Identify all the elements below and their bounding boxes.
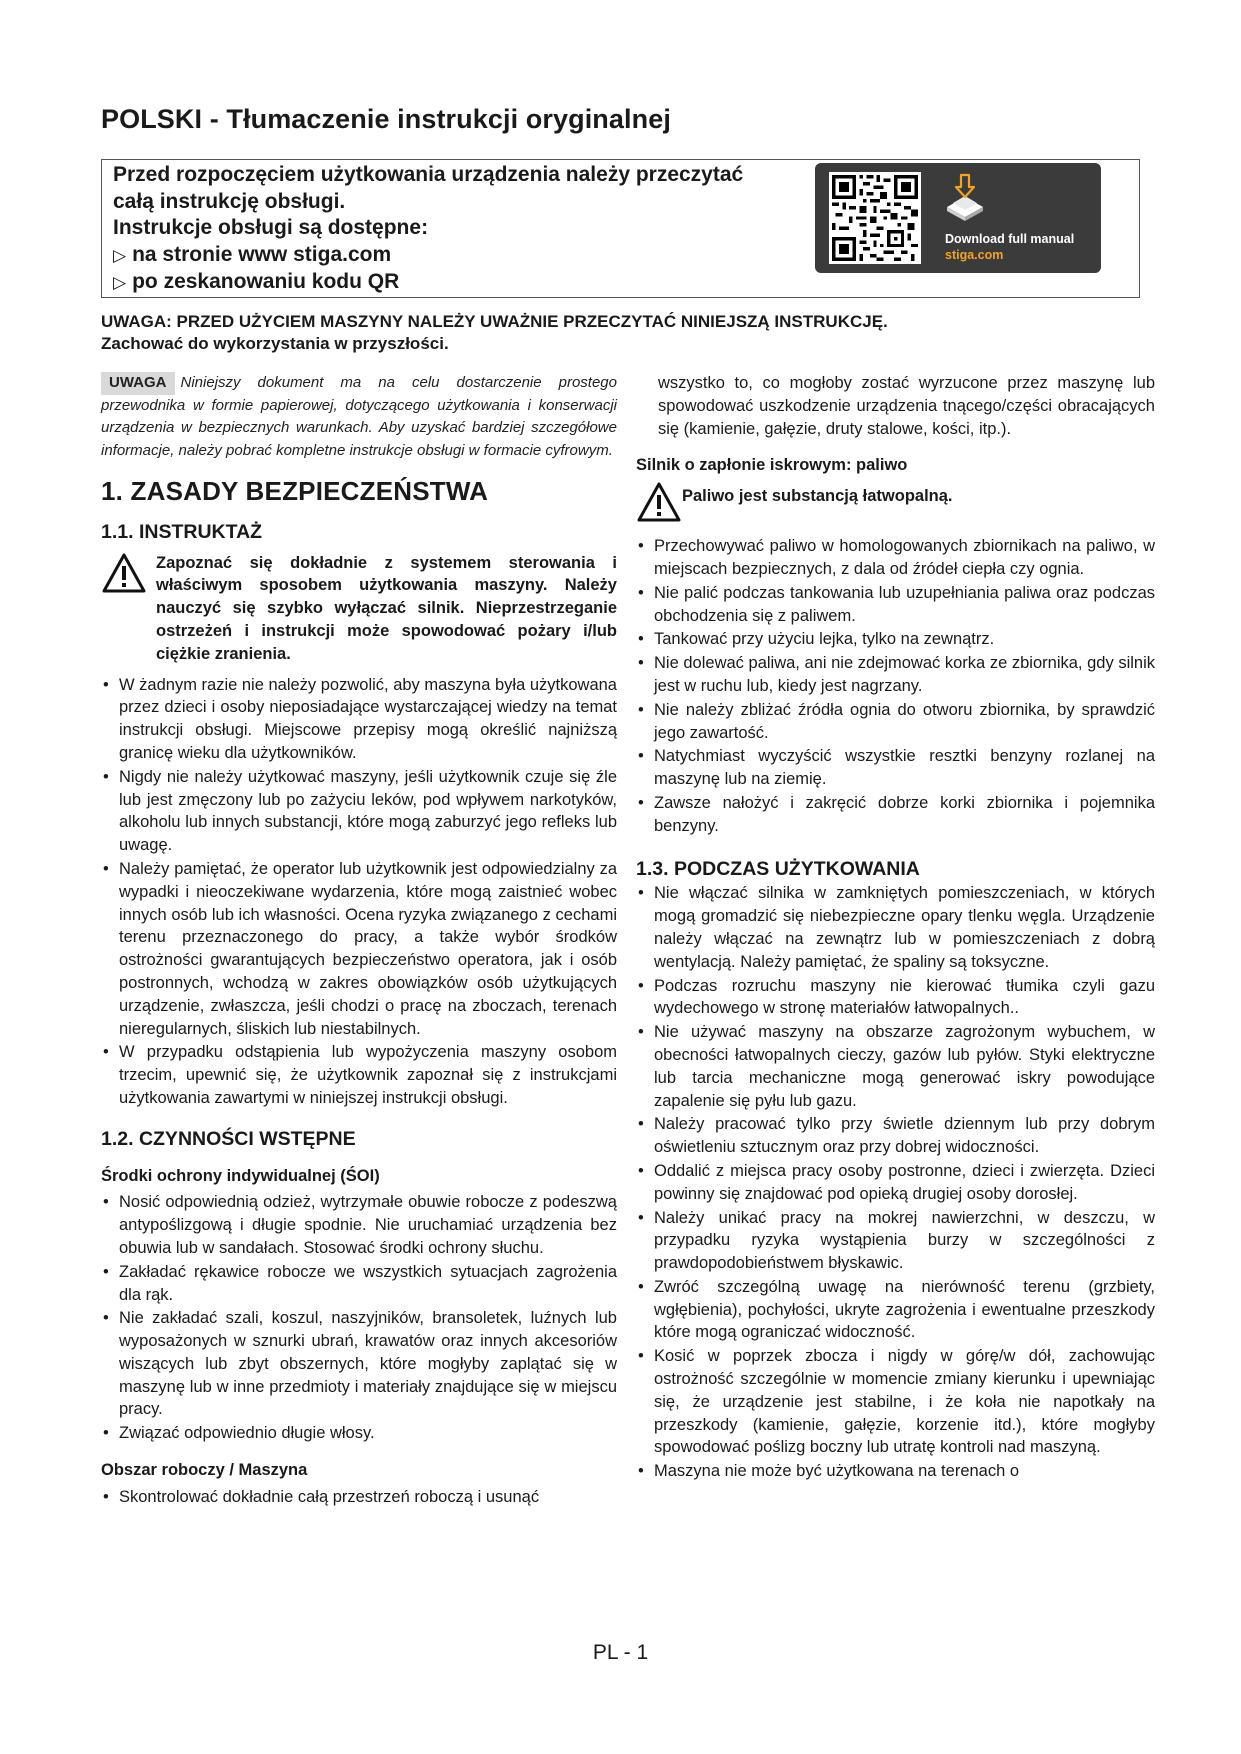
- list-item: • Należy pamiętać, że operator lub użytkownik jest odpowiedzialny za wypadki i nieoczekiwane wydarzenia, które mogą zaistnieć wobec innych osób lub ich własności. Ocena ryzyka związanego z cechami terenu przeznaczonego do pracy, a także wybór środków ostrożności gwarantujących bezpieczeństwo operatora, jak i osób postronnych, wchodzą w zakres obowiązków osób użytkujących urządzenie, zwłaszcza, jeśli chodzi o pracę na zboczach, terenach nieregularnych, śliskich lub niestabilnych.: [101, 858, 617, 1040]
- right-column: [636, 372, 1155, 1484]
- page-title: POLSKI - Tłumaczenie instrukcji oryginalnej: [101, 104, 671, 134]
- list-item: • Zwróć szczególną uwagę na nierówność terenu (grzbiety, wgłębienia), pochyłości, ukryte zagrożenia i ewentualne przeszkody które mogą ograniczać widoczność.: [636, 1276, 1155, 1344]
- download-site-link[interactable]: stiga.com: [945, 248, 1004, 262]
- warning-triangle-icon: [101, 552, 147, 594]
- list-item: • Nosić odpowiednią odzież, wytrzymałe obuwie robocze z podeszwą antypoślizgową i długie spodnie. Nie uruchamiać urządzenia bez obuwia lub w sandałach. Stosować środki ochrony słuchu.: [101, 1191, 617, 1259]
- read-instructions-text: [113, 162, 743, 297]
- list-item: • Tankować przy użyciu lejka, tylko na zewnątrz.: [636, 628, 1155, 651]
- list-item: • Przechowywać paliwo w homologowanych zbiornikach na paliwo, w miejscach bezpiecznych, z dala od źródeł ciepła czy ognia.: [636, 535, 1155, 581]
- soi-list: [101, 1191, 617, 1445]
- continued-paragraph: wszystko to, co mogłoby zostać wyrzucone przez maszynę lub spowodować uszkodzenie urządzenia tnącego/części obracających się (kamienie, gałęzie, druty stalowe, kości, itp.).: [658, 374, 1155, 438]
- usage-list: [636, 882, 1155, 1483]
- list-item: • Kosić w poprzek zbocza i nigdy w górę/w dół, zachowując ostrożność szczególnie w momencie zmiany kierunku i upewniając się, że urządzenie jest stabilne, i że koła nie napotkały na przeszkody (kamienie, gałęzie, korzenie itd.), które mogłyby spowodować poślizg boczny lub utratę kontroli nad maszyną.: [636, 1345, 1155, 1459]
- read-line-2: całą instrukcję obsługi.: [113, 189, 346, 213]
- fuel-warning-text: Paliwo jest substancją łatwopalną.: [682, 487, 953, 506]
- uwaga-line-1: UWAGA: PRZED UŻYCIEM MASZYNY NALEŻY UWAŻNIE PRZECZYTAĆ NINIEJSZĄ INSTRUKCJĘ.: [101, 312, 888, 331]
- list-item: • Nie używać maszyny na obszarze zagrożonym wybuchem, w obecności łatwopalnych cieczy, gazów lub pyłów. Styki elektryczne lub tarcia mechaniczne mogą generować iskry powodujące zapalenie się pyłu lub gazu.: [636, 1021, 1155, 1112]
- list-item: • Natychmiast wyczyścić wszystkie resztki benzyny rozlanej na maszynę lub na ziemię.: [636, 745, 1155, 791]
- list-item: • Oddalić z miejsca pracy osoby postronne, dzieci i zwierzęta. Dzieci powinny się znajdować pod opieką drugiej osoby dorosłej.: [636, 1160, 1155, 1206]
- list-item: • Zawsze nałożyć i zakręcić dobrze korki zbiornika i pojemnika benzyny.: [636, 792, 1155, 838]
- work-area-heading: Obszar roboczy / Maszyna: [101, 1461, 308, 1480]
- uwaga-notice: [101, 311, 1141, 355]
- section-1-3-heading: 1.3. PODCZAS UŻYTKOWANIA: [636, 857, 920, 880]
- work-area-list: [101, 1486, 617, 1509]
- list-item: • Nie palić podczas tankowania lub uzupełniania paliwa oraz podczas obchodzenia się z paliwem.: [636, 582, 1155, 628]
- qr-code-icon: [832, 175, 918, 261]
- list-item: • Zakładać rękawice robocze we wszystkich sytuacjach zagrożenia dla rąk.: [101, 1261, 617, 1307]
- note-paragraph: [101, 372, 617, 462]
- list-item: • Należy pracować tylko przy świetle dziennym lub przy dobrym oświetleniu sztucznym oraz przy dobrej widoczności.: [636, 1113, 1155, 1159]
- section-1-2-heading: 1.2. CZYNNOŚCI WSTĘPNE: [101, 1127, 356, 1150]
- instruction-warning: [101, 552, 617, 666]
- triangle-arrow-icon: ▷: [113, 273, 127, 292]
- fuel-heading: Silnik o zapłonie iskrowym: paliwo: [636, 456, 908, 475]
- page-number: PL - 1: [592, 1641, 649, 1664]
- note-text: Niniejszy dokument ma na celu dostarczenie prostego przewodnika w formie papierowej, dotyczącego użytkowania i konserwacji urządzenia w bezpiecznych warunkach. Aby uzyskać bardziej szczegółowe informacje, należy pobrać kompletne instrukcje obsługi w formacie cyfrowym.: [101, 374, 617, 459]
- soi-heading: Środki ochrony indywidualnej (ŚOI): [101, 1166, 380, 1185]
- list-item: • Związać odpowiednio długie włosy.: [101, 1422, 617, 1445]
- warning-triangle-icon: [636, 481, 682, 523]
- list-item: • Nigdy nie należy użytkować maszyny, jeśli użytkownik czuje się źle lub jest zmęczony lub po zażyciu leków, pod wpływem narkotyków, alkoholu lub innych substancji, które mogą zaburzyć jego refleks lub uwagę.: [101, 766, 617, 857]
- list-item: • Skontrolować dokładnie całą przestrzeń roboczą i usunąć: [101, 1486, 617, 1509]
- instruction-warning-text: Zapoznać się dokładnie z systemem sterowania i właściwym sposobem użytkowania maszyny. Należy nauczyć się szybko wyłączać silnik. Nieprzestrzeganie ostrzeżeń i instrukcji może spowodować pożary i/lub ciężkie zranienia.: [156, 553, 617, 663]
- left-column: [101, 372, 617, 1510]
- list-item: • Należy unikać pracy na mokrej nawierzchni, w deszczu, w przypadku ryzyka wystąpienia burzy w szczególności z prawdopodobieństwem błyskawic.: [636, 1207, 1155, 1275]
- instruction-list: [101, 674, 617, 1110]
- download-label: Download full manual: [945, 232, 1075, 246]
- read-line-5: ▷ po zeskanowaniu kodu QR: [113, 270, 400, 293]
- uwaga-badge: UWAGA: [101, 372, 175, 395]
- list-item: • Nie włączać silnika w zamkniętych pomieszczeniach, w których mogą gromadzić się niebezpieczne opary tlenku węgla. Urządzenie należy włączać na zewnątrz lub w pomieszczeniach z dobrą wentylacją. Należy pamiętać, że spaliny są toksyczne.: [636, 882, 1155, 973]
- list-item: • Nie dolewać paliwa, ani nie zdejmować korka ze zbiornika, gdy silnik jest w ruchu lub, kiedy jest nagrzany.: [636, 652, 1155, 698]
- read-line-1: Przed rozpoczęciem użytkowania urządzenia należy przeczytać: [113, 163, 744, 186]
- list-item: • W żadnym razie nie należy pozwolić, aby maszyna była użytkowana przez dzieci i osoby nieposiadające wystarczającej wiedzy na temat instrukcji obsługi. Miejscowe przepisy mogą określić najniższą granicę wieku dla użytkowników.: [101, 674, 617, 765]
- download-manual-icon: [943, 173, 987, 223]
- list-item: • Nie zakładać szali, koszul, naszyjników, bransoletek, luźnych lub wyposażonych w sznurki ubrań, krawatów oraz innych akcesoriów wiszących lub zbyt obszernych, które mogłyby zaplątać się w maszynę lub w inne przedmioty i materiały znajdujące się w miejscu pracy.: [101, 1307, 617, 1421]
- qr-code[interactable]: [829, 172, 921, 264]
- list-item: • Podczas rozruchu maszyny nie kierować tłumika czyli gazu wydechowego w stronę materiałów łatwopalnych..: [636, 975, 1155, 1021]
- section-1-heading: 1. ZASADY BEZPIECZEŃSTWA: [101, 476, 489, 506]
- fuel-warning: [636, 481, 1155, 523]
- download-manual-panel[interactable]: [815, 163, 1101, 273]
- read-instructions-box: [101, 159, 1140, 298]
- list-item: • Maszyna nie może być użytkowana na terenach o: [636, 1460, 1155, 1483]
- triangle-arrow-icon: ▷: [113, 245, 127, 265]
- list-item: • W przypadku odstąpienia lub wypożyczenia maszyny osobom trzecim, upewnić się, że użytkownik zapoznał się z instrukcjami użytkowania zawartymi w niniejszej instrukcji obsługi.: [101, 1041, 617, 1109]
- list-item: • Nie należy zbliżać źródła ognia do otworu zbiornika, by sprawdzić jego zawartość.: [636, 699, 1155, 745]
- read-line-3: Instrukcje obsługi są dostępne:: [113, 216, 429, 239]
- read-line-4: ▷ na stronie www stiga.com: [113, 242, 392, 266]
- fuel-list: [636, 535, 1155, 837]
- uwaga-line-2: Zachować do wykorzystania w przyszłości.: [101, 334, 449, 353]
- section-1-1-heading: 1.1. INSTRUKTAŻ: [101, 520, 263, 543]
